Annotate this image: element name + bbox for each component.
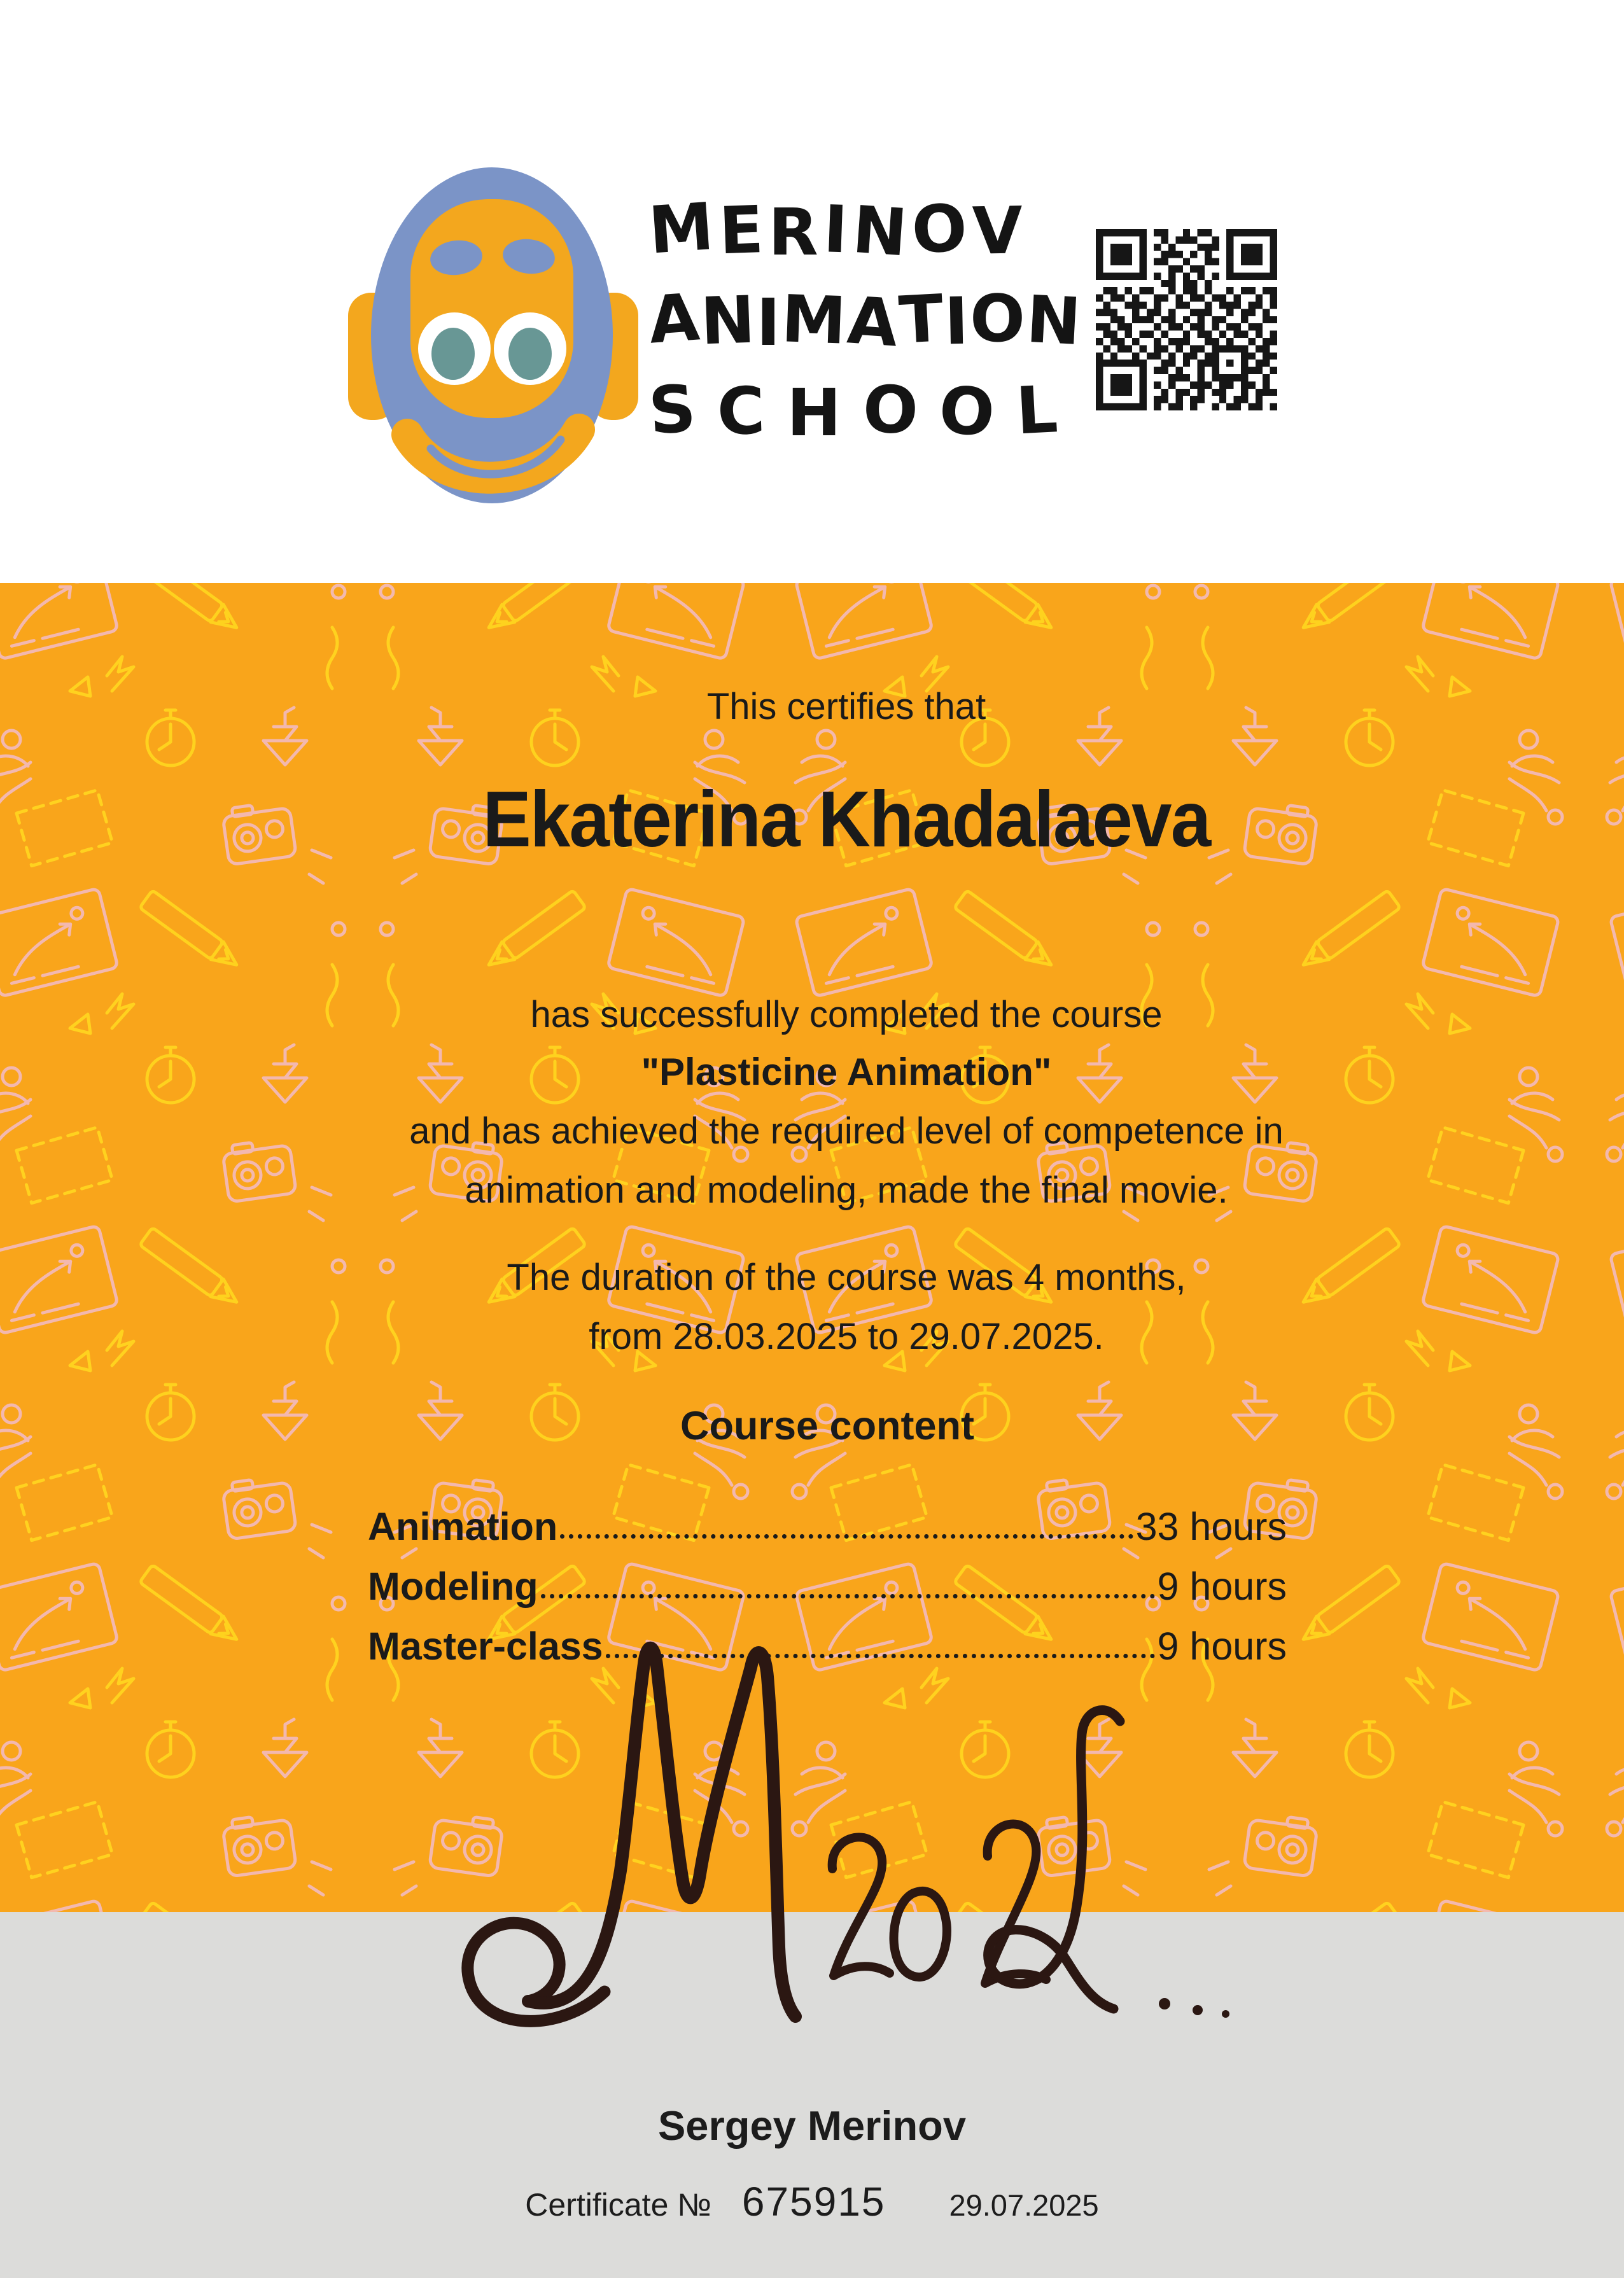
course-name: "Plasticine Animation" bbox=[641, 1051, 1052, 1093]
wordmark-letter: H bbox=[787, 375, 863, 451]
certificate-number-label: Certificate № bbox=[525, 2187, 711, 2223]
course-hours: 9 hours bbox=[1157, 1565, 1287, 1608]
signer-name: Sergey Merinov bbox=[657, 2102, 967, 2149]
achievement-line-1: and has achieved the required level of competence in bbox=[409, 1110, 1284, 1152]
wordmark-letter: N bbox=[850, 192, 915, 272]
certificate-date: 29.07.2025 bbox=[949, 2188, 1099, 2222]
wordmark-letter: O bbox=[937, 372, 1019, 454]
wordmark-letter: M bbox=[646, 188, 722, 269]
wordmark-letter: O bbox=[969, 281, 1028, 358]
wordmark-letter: S bbox=[646, 369, 720, 450]
course-row-animation bbox=[368, 1504, 1287, 1549]
dotted-leader bbox=[541, 1593, 1155, 1598]
wordmark-letter: I bbox=[756, 285, 782, 361]
completed-line: has successfully completed the course bbox=[530, 994, 1163, 1035]
duration-line-2: from 28.03.2025 to 29.07.2025. bbox=[589, 1316, 1104, 1357]
wordmark-letter: O bbox=[909, 190, 974, 269]
wordmark-letter: V bbox=[971, 193, 1028, 270]
wordmark-line-1 bbox=[646, 186, 1107, 276]
wordmark-letter: I bbox=[944, 283, 971, 360]
wordmark-letter: N bbox=[1024, 281, 1084, 361]
wordmark-line-3 bbox=[646, 367, 1107, 457]
wordmark-letter: L bbox=[1014, 370, 1082, 450]
course-hours: 33 hours bbox=[1135, 1505, 1287, 1548]
course-label: Modeling bbox=[368, 1565, 538, 1608]
wordmark-letter: A bbox=[646, 279, 703, 359]
course-label: Animation bbox=[368, 1505, 558, 1548]
wordmark-letter: T bbox=[897, 281, 947, 359]
wordmark-letter: I bbox=[822, 192, 854, 269]
wordmark-letter: O bbox=[861, 371, 941, 451]
wordmark-letter: A bbox=[844, 283, 902, 362]
wordmark-letter: C bbox=[716, 372, 788, 451]
certificate-number-line bbox=[0, 2178, 1624, 2225]
wordmark-line-2 bbox=[646, 276, 1107, 367]
wordmark-letter: E bbox=[717, 192, 770, 270]
certificate-number-value: 675915 bbox=[741, 2179, 886, 2225]
wordmark-letter: R bbox=[768, 195, 823, 270]
wordmark-letter: N bbox=[699, 282, 758, 360]
wordmark-letter: M bbox=[780, 281, 849, 360]
school-wordmark bbox=[646, 186, 1107, 457]
dotted-leader bbox=[560, 1534, 1133, 1539]
duration-line-1: The duration of the course was 4 months, bbox=[507, 1257, 1186, 1298]
signature-m2025 bbox=[395, 1619, 1285, 2039]
course-label: Master-class bbox=[368, 1625, 603, 1668]
robot-logo-icon bbox=[347, 162, 640, 509]
course-content-heading: Course content bbox=[680, 1404, 975, 1448]
course-hours: 9 hours bbox=[1157, 1625, 1287, 1668]
qr-code bbox=[1096, 229, 1277, 410]
achievement-line-2: animation and modeling, made the final movie. bbox=[465, 1170, 1228, 1211]
intro-line: This certifies that bbox=[706, 686, 986, 727]
header bbox=[0, 0, 1624, 583]
recipient-name: Ekaterina Khadalaeva bbox=[482, 776, 1210, 863]
course-row-modeling bbox=[368, 1564, 1287, 1609]
